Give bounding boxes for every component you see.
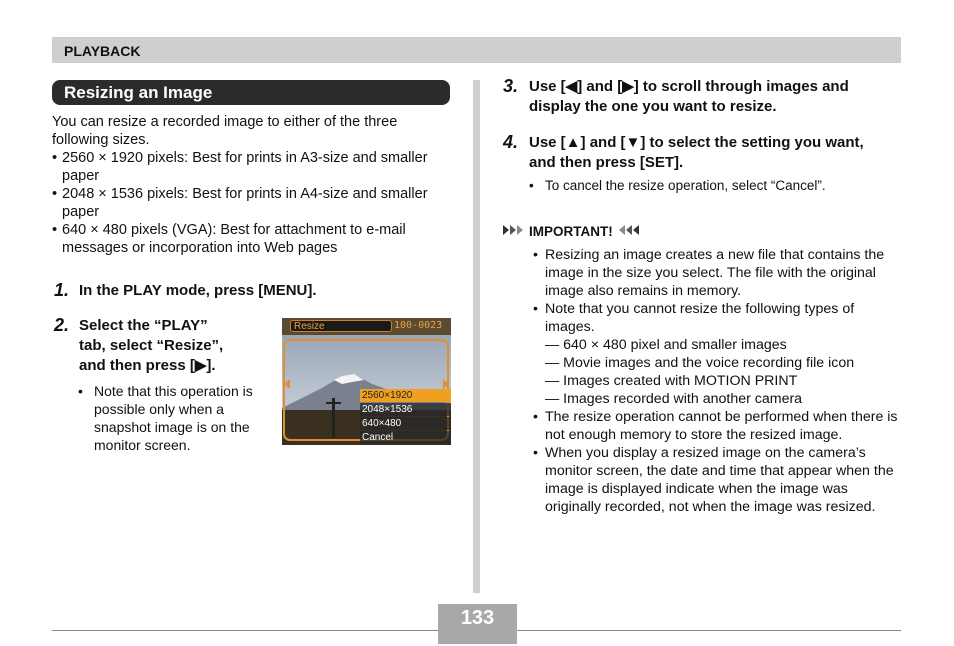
resize-option[interactable]: 640×480 [360, 417, 451, 430]
step-2-note: • Note that this operation is possible only when a snapshot image is on the monitor screen. [78, 382, 284, 454]
section-title: Resizing an Image [64, 83, 213, 102]
size-item: • 2560 × 1920 pixels: Best for prints in A3-size and smaller paper [52, 149, 452, 185]
important-subitem: — Movie images and the voice recording file icon [545, 355, 855, 371]
intro-paragraph: You can resize a recorded image to either of the three following sizes. [52, 114, 398, 148]
step-2-line: Select the “PLAY” [79, 317, 208, 334]
section-header [52, 37, 901, 63]
page-number-box [438, 604, 517, 644]
step-4-number: 4. [503, 132, 519, 152]
screen-file-number: 100-0023 [394, 320, 443, 331]
important-item: • When you display a resized image on the camera’s monitor screen, the date and time that appear when the image is displayed indicate when the image was originally recorded, not when the image was resized. [533, 444, 903, 516]
resize-option[interactable]: 2048×1536 [360, 403, 451, 416]
step-4-text: Use [▲] and [▼] to select the setting you want, and then press [SET]. [529, 134, 864, 171]
step-3-text: Use [◀] and [▶] to scroll through images and display the one you want to resize. [529, 78, 849, 115]
important-item: • Resizing an image creates a new file that contains the image in the size you select. The file with the original image also remains in memory. [533, 246, 903, 300]
step-4-note: • To cancel the resize operation, select “Cancel”. [529, 177, 915, 195]
step-1-text: In the PLAY mode, press [MENU]. [79, 282, 317, 299]
important-subitem: — Images recorded with another camera [545, 391, 803, 407]
important-subitem: — 640 × 480 pixel and smaller images [545, 337, 787, 353]
important-label: IMPORTANT! [529, 224, 613, 239]
page-box-bottom [438, 630, 517, 644]
page-number: 133 [460, 607, 495, 629]
important-subitem: — Images created with MOTION PRINT [545, 373, 798, 389]
resize-menu [360, 389, 451, 445]
important-item: • The resize operation cannot be performed when there is not enough memory to store the resized image. [533, 408, 903, 444]
size-item: • 640 × 480 pixels (VGA): Best for attachment to e-mail messages or incorporation into Web pages [52, 221, 452, 257]
size-item: • 2048 × 1536 pixels: Best for prints in A4-size and smaller paper [52, 185, 452, 221]
step-2-line: and then press [▶]. [79, 357, 216, 374]
screen-menu-label: Resize [290, 320, 392, 332]
important-left-icon [503, 224, 525, 239]
step-2-text [79, 316, 269, 376]
column-divider [473, 80, 480, 593]
step-3-number: 3. [503, 76, 519, 96]
resize-option-selected[interactable]: 2560×1920 [360, 389, 451, 402]
step-2-line: tab, select “Resize”, [79, 337, 224, 354]
important-heading [503, 224, 639, 239]
important-list [533, 246, 903, 516]
important-right-icon [617, 224, 639, 239]
camera-screen [282, 318, 451, 445]
important-item: • Note that you cannot resize the following types of images. [533, 300, 903, 336]
step-1-number: 1. [54, 280, 70, 300]
section-title-bar [52, 80, 450, 105]
section-name: PLAYBACK [64, 43, 141, 59]
resize-option-cancel[interactable]: Cancel [360, 431, 451, 444]
size-list [52, 149, 452, 257]
step-2-number: 2. [54, 315, 70, 335]
